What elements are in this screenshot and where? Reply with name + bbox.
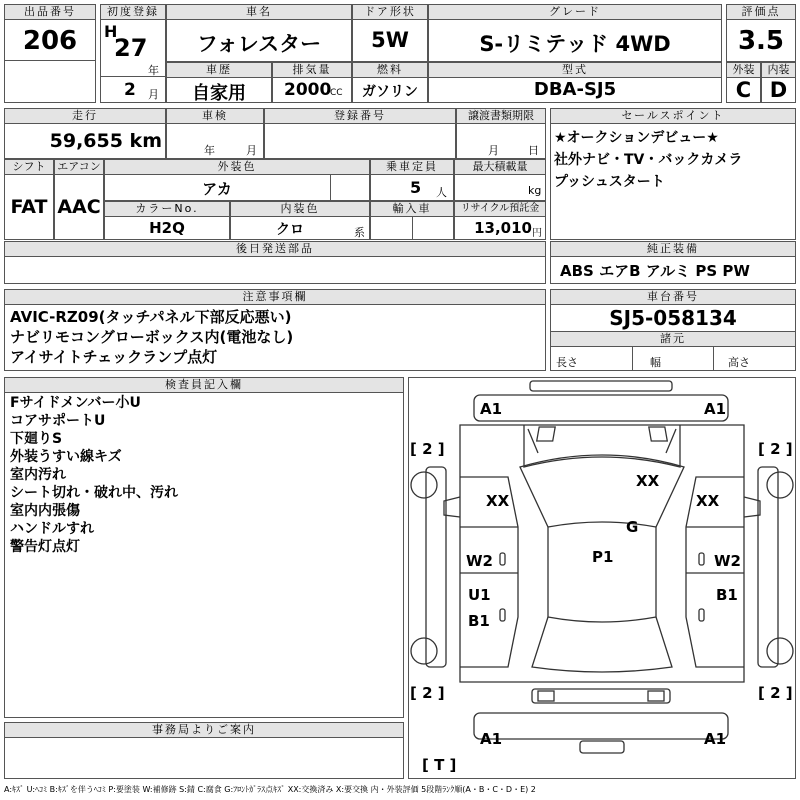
model-code-label: 型式 bbox=[428, 62, 722, 78]
aircon-label: エアコン bbox=[54, 159, 104, 175]
capacity-label: 乗車定員 bbox=[370, 159, 454, 175]
transfer-month-unit: 月 bbox=[488, 144, 499, 157]
first-reg-label: 初度登録 bbox=[100, 4, 166, 20]
office-box bbox=[4, 737, 404, 779]
max-load-label: 最大積載量 bbox=[454, 159, 546, 175]
sales-point-3: プッシュスタート bbox=[554, 174, 665, 190]
inspector-line-6: シート切れ・破れ中、汚れ bbox=[10, 485, 178, 501]
diagram-left-front-door: W2 bbox=[466, 552, 493, 570]
grade-value: S-リミテッド 4WD bbox=[479, 32, 671, 56]
diagram-tire-fl: [ 2 ] bbox=[410, 440, 445, 458]
chassis-value: SJ5-058134 bbox=[609, 306, 737, 330]
history-label: 車歴 bbox=[166, 62, 272, 78]
note-3: アイサイトチェックランプ点灯 bbox=[10, 348, 218, 366]
first-reg-era: H bbox=[104, 22, 118, 41]
office-label: 事務局よりご案内 bbox=[4, 722, 404, 738]
capacity-value: 5 bbox=[410, 178, 422, 197]
diagram-rl: A1 bbox=[480, 730, 503, 748]
diagram-rr: A1 bbox=[704, 730, 727, 748]
ext-color-divider bbox=[330, 174, 370, 201]
transfer-label: 譲渡書類期限 bbox=[456, 108, 546, 124]
score-int-label: 内装 bbox=[761, 62, 796, 78]
diagram-right-front-door: W2 bbox=[714, 552, 741, 570]
equipment-value: ABS エアB アルミ PS PW bbox=[560, 262, 750, 280]
recycle-label: リサイクル預託金 bbox=[454, 201, 546, 217]
diagram-left-rear-1: U1 bbox=[468, 586, 491, 604]
score-ext: C bbox=[735, 78, 752, 102]
specs-height: 高さ bbox=[728, 356, 750, 369]
shift-label: シフト bbox=[4, 159, 54, 175]
specs-width: 幅 bbox=[650, 356, 661, 369]
note-2: ナビリモコングローボックス内(電池なし) bbox=[10, 328, 294, 346]
car-diagram bbox=[408, 377, 796, 779]
score-label: 評価点 bbox=[726, 4, 796, 20]
diagram-right-rear: B1 bbox=[716, 586, 738, 604]
note-1: AVIC-RZ09(タッチパネル下部反応悪い) bbox=[10, 308, 292, 326]
specs-div-1 bbox=[632, 346, 714, 371]
model-name: フォレスター bbox=[196, 32, 322, 56]
lot-number: 206 bbox=[22, 26, 78, 56]
inspection-label: 車検 bbox=[166, 108, 264, 124]
equipment-label: 純正装備 bbox=[550, 241, 796, 257]
sales-points-label: セールスポイント bbox=[550, 108, 796, 124]
notes-label: 注意事項欄 bbox=[4, 289, 546, 305]
model-name-label: 車名 bbox=[166, 4, 352, 20]
displacement-unit: CC bbox=[330, 88, 343, 98]
mileage-value: 59,655 km bbox=[49, 130, 162, 152]
lot-lower bbox=[4, 60, 96, 103]
later-parts-box bbox=[4, 256, 546, 284]
lot-label: 出品番号 bbox=[4, 4, 96, 20]
int-color-label: 内装色 bbox=[230, 201, 370, 217]
diagram-hood: XX bbox=[636, 472, 660, 490]
diagram-roof: P1 bbox=[592, 548, 614, 566]
diagram-fr: A1 bbox=[704, 400, 727, 418]
aircon-value: AAC bbox=[57, 196, 101, 218]
inspection-month-unit: 月 bbox=[246, 144, 257, 157]
fuel-label: 燃料 bbox=[352, 62, 428, 78]
recycle-unit: 円 bbox=[532, 228, 542, 239]
inspector-label: 検査員記入欄 bbox=[4, 377, 404, 393]
history-value: 自家用 bbox=[192, 83, 246, 104]
diagram-windshield: G bbox=[626, 518, 639, 536]
score-int: D bbox=[769, 78, 788, 102]
inspector-line-9: 警告灯点灯 bbox=[10, 539, 80, 555]
inspector-line-5: 室内汚れ bbox=[10, 467, 66, 483]
later-parts-label: 後日発送部品 bbox=[4, 241, 546, 257]
first-reg-year: 27 bbox=[114, 34, 148, 62]
sales-point-1: ★オークションデビュー★ bbox=[554, 130, 719, 146]
inspection-year-unit: 年 bbox=[204, 144, 215, 157]
max-load-unit: kg bbox=[528, 184, 542, 197]
inspector-line-1: Fサイドメンバー小U bbox=[10, 395, 141, 411]
recycle-value: 13,010 bbox=[474, 219, 532, 237]
inspector-line-8: ハンドルすれ bbox=[10, 521, 94, 537]
first-reg-month-unit: 月 bbox=[148, 88, 159, 101]
reg-no-box bbox=[264, 123, 456, 159]
model-code-value: DBA-SJ5 bbox=[533, 79, 617, 100]
inspector-line-4: 外装うすい線キズ bbox=[10, 449, 122, 465]
inspector-line-3: 下廻りS bbox=[10, 431, 63, 447]
color-no-label: カラーNo. bbox=[104, 201, 230, 217]
ext-color-label: 外装色 bbox=[104, 159, 370, 175]
import-label: 輸入車 bbox=[370, 201, 454, 217]
transfer-day-unit: 日 bbox=[528, 144, 539, 157]
first-reg-month: 2 bbox=[124, 80, 136, 100]
diagram-fl: A1 bbox=[480, 400, 503, 418]
inspector-lines bbox=[10, 394, 178, 556]
score-value: 3.5 bbox=[737, 26, 785, 56]
inspector-line-2: コアサポートU bbox=[10, 413, 106, 429]
diagram-left-rear-2: B1 bbox=[468, 612, 490, 630]
int-color-value: クロ bbox=[276, 222, 304, 238]
diagram-tire-rl: [ 2 ] bbox=[410, 684, 445, 702]
diagram-tire-fr: [ 2 ] bbox=[758, 440, 793, 458]
doors-label: ドア形状 bbox=[352, 4, 428, 20]
diagram-right-fender: XX bbox=[696, 492, 720, 510]
ext-color-value: アカ bbox=[202, 180, 232, 198]
first-reg-year-unit: 年 bbox=[148, 64, 159, 77]
specs-label: 諸元 bbox=[550, 331, 796, 347]
displacement-label: 排気量 bbox=[272, 62, 352, 78]
diagram-spare: [ T ] bbox=[422, 756, 457, 774]
int-color-unit: 系 bbox=[354, 226, 365, 239]
capacity-unit: 人 bbox=[436, 186, 447, 199]
grade-label: グレード bbox=[428, 4, 722, 20]
notes-lines bbox=[10, 307, 293, 367]
shift-value: FAT bbox=[10, 196, 48, 218]
color-no-value: H2Q bbox=[149, 219, 185, 237]
displacement-value: 2000 bbox=[284, 80, 332, 100]
mileage-label: 走行 bbox=[4, 108, 166, 124]
fuel-value: ガソリン bbox=[362, 84, 418, 100]
inspector-line-7: 室内内張傷 bbox=[10, 503, 80, 519]
doors-value: 5W bbox=[371, 28, 409, 52]
reg-no-label: 登録番号 bbox=[264, 108, 456, 124]
sales-point-2: 社外ナビ・TV・バックカメラ bbox=[554, 152, 743, 168]
import-divider bbox=[412, 216, 454, 240]
diagram-left-fender: XX bbox=[486, 492, 510, 510]
sales-points-lines bbox=[554, 127, 742, 193]
score-ext-label: 外装 bbox=[726, 62, 761, 78]
chassis-label: 車台番号 bbox=[550, 289, 796, 305]
legend: A:ｷｽﾞ U:ﾍｺﾐ B:ｷｽﾞを伴うﾍｺﾐ P:要塗装 W:補修跡 S:錆 C:腐食 G:ﾌﾛﾝﾄｶﾞﾗｽ点ｷｽﾞ XX:交換済み X:要交換 内・外装評価 5段階ﾗﾝｸ順(A・B・C・D・E) 2 bbox=[4, 785, 536, 794]
specs-length: 長さ bbox=[556, 356, 578, 369]
diagram-tire-rr: [ 2 ] bbox=[758, 684, 793, 702]
